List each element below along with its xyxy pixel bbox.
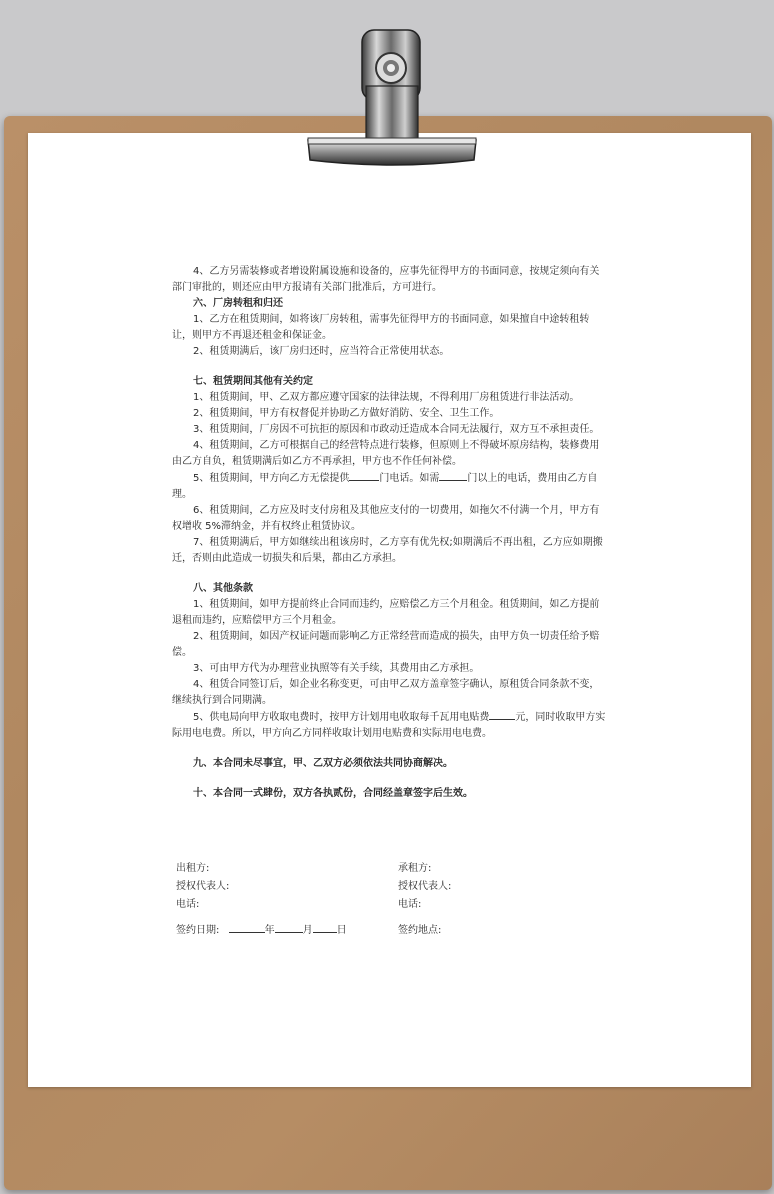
clause-paragraph: 1、租赁期间，甲、乙双方都应遵守国家的法律法规，不得利用厂房租赁进行非法活动。	[193, 392, 580, 403]
section-heading: 六、厂房转租和归还	[193, 298, 283, 309]
clause-paragraph: 1、租赁期间，如甲方提前终止合同而违约，应赔偿乙方三个月租金。租赁期间，如乙方提前退租而违约，应赔偿甲方三个月租金。	[172, 599, 600, 626]
clause-text: 5、租赁期间，甲方向乙方无偿提供	[193, 473, 350, 484]
clause-text: 5、供电局向甲方收取电费时，按甲方计划用电收取每千瓦用电贴费	[193, 712, 490, 723]
phone-extra-blank	[439, 470, 467, 481]
clause-paragraph: 2、租赁期间，甲方有权督促并协助乙方做好消防、安全、卫生工作。	[193, 408, 500, 419]
section-gap	[172, 772, 608, 786]
clause-paragraph: 4、租赁合同签订后，如企业名称变更，可由甲乙双方盖章签字确认，原租赁合同条款不变，继续执行到合同期满。	[172, 679, 600, 706]
clause-text: 元，同时收取甲方实际用电电费。所以，甲方向乙方同样收取计划用电贴费和实际用电电费。	[172, 712, 606, 739]
phone-count-blank	[349, 470, 379, 481]
date-label: 签约日期:	[176, 925, 220, 936]
rep-left-label: 授权代表人:	[176, 881, 230, 892]
signing-date	[176, 922, 398, 940]
clause-paragraph	[172, 470, 608, 503]
month-label: 月	[302, 925, 313, 936]
clause-paragraph: 3、可由甲方代为办理营业执照等有关手续，其费用由乙方承担。	[193, 663, 480, 674]
section-heading: 八、其他条款	[193, 583, 253, 594]
clause-paragraph: 3、租赁期间，厂房因不可抗拒的原因和市政动迁造成本合同无法履行，双方互不承担责任。	[193, 424, 600, 435]
clause-paragraph: 4、乙方另需装修或者增设附属设施和设备的，应事先征得甲方的书面同意，按规定须向有关部门审批的，则还应由甲方报请有关部门批准后，方可进行。	[172, 266, 600, 293]
section-heading: 十、本合同一式肆份，双方各执贰份，合同经盖章签字后生效。	[193, 788, 473, 799]
phone-right-label: 电话:	[398, 899, 422, 910]
day-blank	[313, 922, 337, 933]
clause-paragraph: 6、租赁期间，乙方应及时支付房租及其他应支付的一切费用，如拖欠不付满一个月，甲方有权增收 5%滞纳金，并有权终止租赁协议。	[172, 505, 600, 532]
day-label: 日	[336, 925, 347, 936]
fee-blank	[489, 709, 515, 720]
clause-paragraph: 1、乙方在租赁期间，如将该厂房转租，需事先征得甲方的书面同意，如果擅自中途转租转让，则甲方不再退还租金和保证金。	[172, 314, 590, 341]
lessor-label: 出租方:	[176, 863, 210, 874]
clause-paragraph: 7、租赁期满后，甲方如继续出租该房时，乙方享有优先权;如期满后不再出租，乙方应如期搬迁，否则由此造成一切损失和后果，都由乙方承担。	[172, 537, 603, 564]
clause-text: 门电话。如需	[379, 473, 440, 484]
section-gap	[172, 742, 608, 756]
year-label: 年	[264, 925, 275, 936]
signature-block	[176, 860, 596, 940]
rep-right-label: 授权代表人:	[398, 881, 452, 892]
clause-paragraph: 4、租赁期间，乙方可根据自己的经营特点进行装修，但原则上不得破坏原房结构，装修费用由乙方自负，租赁期满后如乙方不再承担，甲方也不作任何补偿。	[172, 440, 600, 467]
clause-paragraph: 2、租赁期满后，该厂房归还时，应当符合正常使用状态。	[193, 346, 450, 357]
place-label: 签约地点:	[398, 925, 442, 936]
section-gap	[172, 567, 608, 581]
phone-left-label: 电话:	[176, 899, 200, 910]
binder-clip	[290, 28, 490, 178]
clause-paragraph	[172, 709, 608, 742]
month-blank	[275, 922, 303, 933]
clause-text: 门以上的电话，费用由乙方自理。	[172, 473, 598, 500]
section-heading: 九、本合同未尽事宜，甲、乙双方必须依法共同协商解决。	[193, 758, 453, 769]
section-heading: 七、租赁期间其他有关约定	[193, 376, 313, 387]
section-gap	[172, 360, 608, 374]
lessee-label: 承租方:	[398, 863, 432, 874]
year-blank	[229, 922, 265, 933]
contract-text	[172, 264, 608, 802]
clause-paragraph: 2、租赁期间，如因产权证问题而影响乙方正常经营而造成的损失，由甲方负一切责任给予赔偿。	[172, 631, 600, 658]
